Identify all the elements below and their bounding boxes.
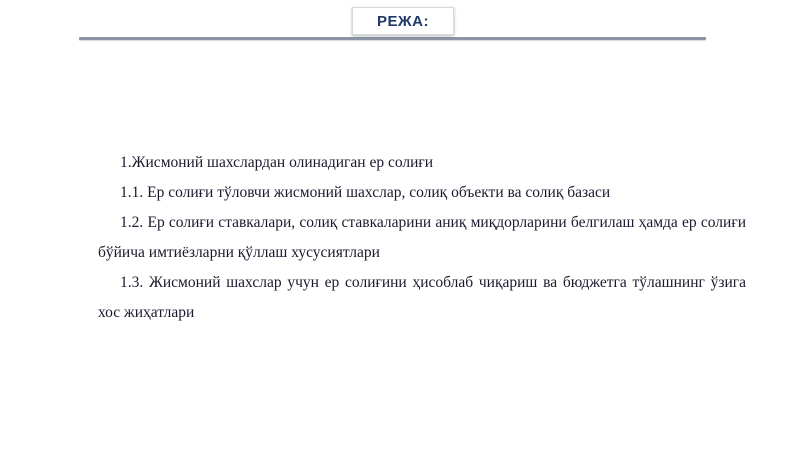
plan-item-1-3: 1.3. Жисмоний шахслар учун ер солиғини ҳисоблаб чиқариш ва бюджетга тўлашнинг ўзига хос жиҳатлари [98,274,746,321]
plan-item-1-1: 1.1. Ер солиғи тўловчи жисмоний шахслар, солиқ объекти ва солиқ базаси [120,184,611,201]
slide-title: РЕЖА: [377,12,429,30]
plan-item-1: 1.Жисмоний шахслардан олинадиган ер солиғи [120,154,434,171]
plan-list [98,148,746,328]
title-underline [79,37,706,40]
plan-item-1-2: 1.2. Ер солиғи ставкалари, солиқ ставкаларини аниқ миқдорларини белгилаш ҳамда ер солиғи бўйича имтиёзларни қўллаш хусусиятлари [98,214,746,261]
title-box [352,7,454,35]
